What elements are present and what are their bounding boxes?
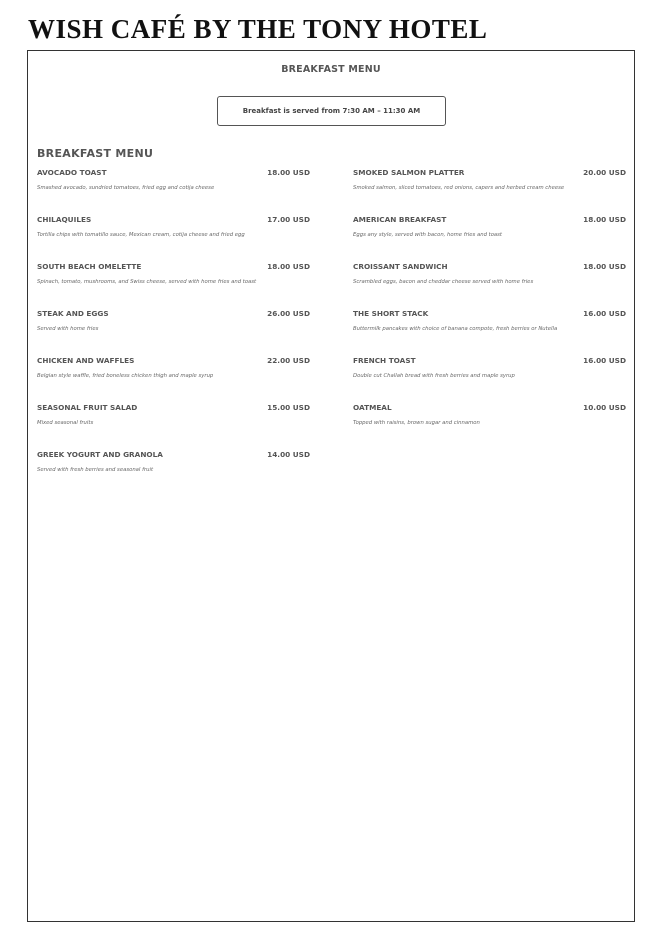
item-price: 15.00 USD (267, 403, 310, 412)
item-price: 10.00 USD (583, 403, 626, 412)
item-price: 18.00 USD (583, 215, 626, 224)
item-price: 14.00 USD (267, 450, 310, 459)
item-name: THE SHORT STACK (353, 309, 429, 318)
item-description: Smashed avocado, sundried tomatoes, fried egg and cotija cheese (37, 185, 215, 191)
brand-title: WISH CAFÉ BY THE TONY HOTEL (28, 14, 488, 44)
item-price: 16.00 USD (583, 356, 626, 365)
item-name: AVOCADO TOAST (37, 168, 107, 177)
section-heading: BREAKFAST MENU (37, 147, 154, 160)
item-description: Served with fresh berries and seasonal fruit (37, 467, 154, 473)
item-description: Eggs any style, served with bacon, home fries and toast (353, 232, 503, 238)
item-name: CHICKEN AND WAFFLES (37, 356, 135, 365)
item-price: 20.00 USD (583, 168, 626, 177)
item-name: CHILAQUILES (37, 215, 92, 224)
item-name: GREEK YOGURT AND GRANOLA (37, 450, 163, 459)
hours-notice: Breakfast is served from 7:30 AM – 11:30 AM (217, 96, 446, 126)
item-description: Double cut Challah bread with fresh berries and maple syrup (353, 373, 515, 379)
item-name: OATMEAL (353, 403, 392, 412)
item-description: Tortilla chips with tomatillo sauce, Mexican cream, cotija cheese and fried egg (37, 232, 245, 238)
item-price: 16.00 USD (583, 309, 626, 318)
item-price: 18.00 USD (267, 262, 310, 271)
item-description: Belgian style waffle, fried boneless chicken thigh and maple syrup (37, 373, 214, 379)
item-price: 18.00 USD (267, 168, 310, 177)
item-price: 17.00 USD (267, 215, 310, 224)
item-description: Spinach, tomato, mushrooms, and Swiss cheese, served with home fries and toast (37, 279, 257, 285)
item-price: 18.00 USD (583, 262, 626, 271)
item-description: Topped with raisins, brown sugar and cinnamon (353, 420, 480, 426)
item-name: SMOKED SALMON PLATTER (353, 168, 465, 177)
item-name: SEASONAL FRUIT SALAD (37, 403, 138, 412)
item-description: Buttermilk pancakes with choice of banana compote, fresh berries or Nutella (353, 326, 558, 332)
item-name: SOUTH BEACH OMELETTE (37, 262, 142, 271)
menu-card (27, 50, 635, 922)
item-price: 26.00 USD (267, 309, 310, 318)
item-name: FRENCH TOAST (353, 356, 416, 365)
item-description: Smoked salmon, sliced tomatoes, red onions, capers and herbed cream cheese (353, 185, 565, 191)
item-price: 22.00 USD (267, 356, 310, 365)
item-name: AMERICAN BREAKFAST (353, 215, 447, 224)
item-description: Served with home fries (37, 326, 99, 332)
item-description: Scrambled eggs, bacon and cheddar cheese served with home fries (353, 279, 534, 285)
item-description: Mixed seasonal fruits (37, 420, 94, 426)
item-name: STEAK AND EGGS (37, 309, 109, 318)
item-name: CROISSANT SANDWICH (353, 262, 448, 271)
menu-title: BREAKFAST MENU (281, 64, 381, 75)
